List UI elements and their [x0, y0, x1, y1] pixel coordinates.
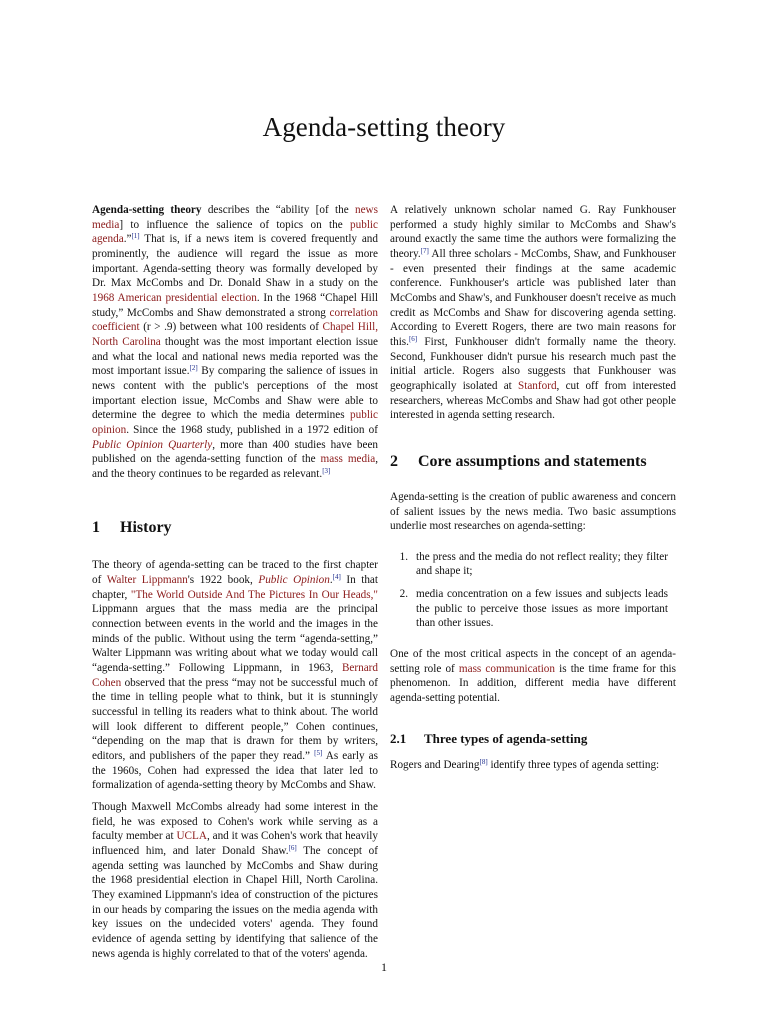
citation-link[interactable]: [6] — [408, 334, 418, 343]
text: is the time frame for this phenomenon. In addition, different media have different agenda-setting potential. — [390, 662, 677, 705]
section-core-heading — [390, 451, 676, 472]
text: That is, if a news item is covered frequently and prominently, the audience will regard the issue as more important. Agenda-setting theory was formally developed by Dr. Max McCombs and Dr. Donald Shaw in a study on the — [92, 233, 378, 290]
text: First, Funkhouser didn't formally name the theory. Second, Funkhouser didn't pursue his research much past the initial article. Rogers also suggests that Funkhouser was geographically isolated at — [390, 335, 676, 392]
link-world-outside[interactable]: "The World Outside And The Pictures In Our Heads," — [130, 588, 378, 601]
subsection-title: Three types of agenda-setting — [424, 730, 588, 746]
citation-1[interactable] — [131, 232, 139, 240]
text: By comparing the salience of issues in news content with the public's perceptions of the most important election issue, McCombs and Shaw were able to determine the degree to which the media determines — [92, 365, 379, 422]
text: Though Maxwell McCombs already had some interest in the field, he was exposed to Cohen's work while serving as a faculty member at — [92, 800, 378, 843]
types-paragraph — [390, 758, 676, 773]
link-mass-communication[interactable]: mass communication — [458, 662, 555, 675]
link-chapel-hill[interactable]: Chapel Hill, North Carolina — [92, 321, 379, 348]
text: A relatively unknown scholar named G. Ray Funkhouser performed a study highly similar to McCombs and Shaw's around exactly the same time the authors were formalizing the theory. — [390, 204, 676, 260]
text: thought was the most important election issue and what the local and national news media reported was the most important issue. — [92, 335, 379, 378]
text: describes the “ability [of the — [201, 204, 355, 216]
lead-term: Agenda-setting theory — [92, 204, 202, 216]
subsection-types-heading — [390, 732, 676, 747]
section-title: Core assumptions and statements — [418, 452, 647, 470]
link-public-opinion-book[interactable]: Public Opinion — [258, 574, 330, 587]
link-stanford[interactable]: Stanford — [518, 379, 557, 392]
link-public-opinion-quarterly[interactable]: Public Opinion Quarterly — [92, 438, 213, 451]
text: , and it was Cohen's work that heavily influenced him, and later Donald Shaw. — [92, 830, 379, 857]
history-paragraph-1 — [92, 558, 378, 793]
text: . In the 1968 “Chapel Hill study,” McCombs and Shaw demonstrated a strong — [92, 291, 379, 319]
citation-4[interactable] — [333, 573, 341, 581]
core-paragraph-1: Agenda-setting is the creation of public awareness and concern of salient issues by the news media. Two basic assumptions underlie most researches on agenda-setting: — [390, 490, 676, 533]
link-public-opinion[interactable]: public opinion — [92, 409, 378, 436]
text: As early as the 1960s, Cohen had expressed the idea that later led to formalization of agenda-setting theory by McCombs and Shaw. — [92, 750, 379, 792]
citation-link[interactable]: [1] — [131, 232, 140, 241]
link-correlation-coefficient[interactable]: correlation coefficient — [92, 306, 378, 334]
link-public-agenda[interactable]: public agenda — [92, 218, 378, 246]
text: observed that the press “may not be successful much of the time in telling people what to think, but it is stunningly successful in telling its readers what to think about. The world will look different to different people,” Cohen continues, “depending on the map that is drawn for them by writers, editors, and publishers of the paper they read.” — [92, 676, 378, 762]
list-item-number: 1. — [399, 550, 408, 563]
citation-8[interactable] — [479, 758, 487, 766]
list-item-text: the press and the media do not reflect reality; they filter and shape it; — [416, 550, 668, 578]
text: (r > .9) between what 100 residents of — [139, 321, 323, 334]
core-paragraph-2 — [390, 647, 676, 706]
text: . Since the 1968 study, published in a 1972 edition of — [126, 423, 378, 436]
citation-link[interactable]: [3] — [322, 466, 331, 475]
section-number: 1 — [92, 519, 100, 537]
right-column — [390, 203, 676, 780]
assumptions-list — [390, 550, 676, 631]
text: Lippmann argues that the mass media are the principal connection between events in the world and the images in the minds of the public. Without using the term “agenda-setting,” Walter Lippmann was writing about what we today would call “agenda-setting.” Following Lippmann, in 1963, — [92, 603, 378, 675]
text: , more than 400 studies have been published on the agenda-setting function of the — [92, 438, 379, 466]
citation-link[interactable]: [8] — [479, 758, 488, 767]
text: identify three types of agenda setting: — [487, 759, 660, 772]
link-walter-lippmann[interactable]: Walter Lippmann — [106, 574, 188, 587]
link-news-media[interactable]: news media — [92, 204, 378, 231]
section-number: 2 — [390, 452, 398, 470]
list-item — [390, 550, 676, 579]
text: .” — [123, 233, 132, 246]
list-item — [390, 587, 676, 631]
link-ucla[interactable]: UCLA — [176, 830, 207, 843]
citation-link[interactable]: [5] — [314, 749, 323, 757]
text: , and the theory continues to be regarded as relevant. — [92, 453, 378, 480]
link-bernard-cohen[interactable]: Bernard Cohen — [92, 662, 378, 689]
left-column — [92, 203, 378, 968]
subsection-number: 2.1 — [390, 730, 407, 746]
text: All three scholars - McCombs, Shaw, and Funkhouser - even presented their findings at the same academic conference. Funkhouser's article was published later than McCombs and Shaw's, and Funkhouser doesn't receive as much credit as McCombs and Shaw for discovering agenda setting. According to Everett Rogers, there are two main reasons for this. — [390, 247, 676, 348]
text: One of the most critical aspects in the concept of an agenda-setting role of — [390, 648, 676, 675]
text: Rogers and Dearing — [390, 759, 480, 772]
intro-paragraph — [92, 203, 378, 481]
citation-6b[interactable] — [409, 335, 417, 343]
citation-7[interactable] — [421, 247, 429, 255]
history-paragraph-3 — [390, 203, 676, 423]
text: ] to influence the salience of topics on the — [119, 218, 351, 231]
citation-2[interactable] — [190, 364, 198, 372]
text: 's 1922 book, — [187, 574, 259, 587]
section-title: History — [120, 519, 172, 537]
text: The concept of agenda setting was launched by McCombs and Shaw during the 1968 presidential election in Chapel Hill, North Carolina. They examined Lippmann's idea of construction of the pictures in our heads by comparing the issues on the media agenda with key issues on the undecided voters' agenda. They found evidence of agenda setting by identifying that salience of the news agenda is highly correlated to that of the voters' agenda. — [92, 844, 379, 960]
page-number: 1 — [381, 960, 387, 974]
link-1968-election[interactable]: 1968 American presidential election — [92, 291, 257, 304]
text: The theory of agenda-setting can be traced to the first chapter of — [92, 559, 378, 587]
list-item-text: media concentration on a few issues and subjects leads the public to perceive those issues as more important than other issues. — [416, 588, 668, 630]
citation-3[interactable] — [322, 467, 330, 475]
text: In that chapter, — [92, 574, 378, 601]
citation-link[interactable]: [6] — [288, 843, 297, 852]
citation-6[interactable] — [289, 844, 297, 852]
link-mass-media[interactable]: mass media — [320, 453, 376, 466]
page-title: Agenda-setting theory — [262, 112, 506, 142]
list-item-number: 2. — [399, 588, 408, 601]
section-history-heading — [92, 517, 378, 538]
citation-link[interactable]: [7] — [420, 246, 429, 255]
citation-link[interactable]: [4] — [332, 573, 341, 582]
text: , cut off from interested researchers, whereas McCombs and Shaw had got other people interested in agenda setting research. — [390, 379, 676, 422]
citation-link[interactable]: [2] — [189, 364, 198, 373]
history-paragraph-2 — [92, 800, 378, 961]
text: . — [329, 574, 333, 587]
